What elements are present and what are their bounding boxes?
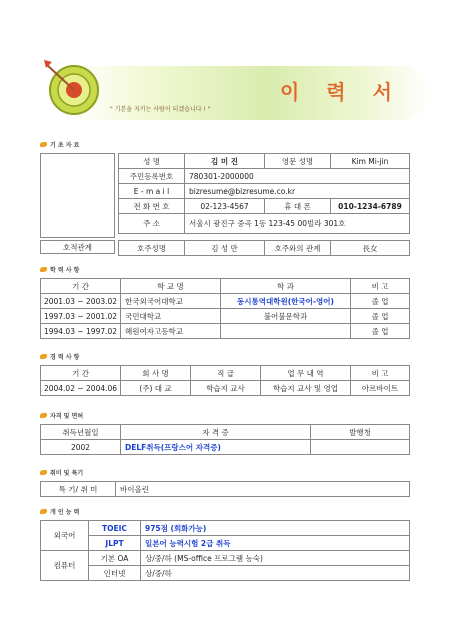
table-header: 회 사 명 — [121, 366, 191, 381]
table-row — [41, 309, 410, 324]
section-education — [40, 265, 79, 274]
section-career — [40, 352, 79, 361]
career-position: 학습지 교사 — [191, 381, 261, 396]
table-header: 학 교 명 — [121, 279, 221, 294]
edu-school: 한국외국어대학교 — [121, 294, 221, 309]
slogan: " 기본을 지키는 사람이 되겠습니다 ! " — [110, 106, 211, 113]
table-row — [41, 521, 410, 536]
address-value: 서울시 광진구 중곡 1동 123-45 00빌라 301호 — [185, 214, 410, 234]
section-title: 개 인 능 력 — [50, 509, 80, 516]
section-license — [40, 411, 83, 420]
phone-label: 전 화 번 호 — [119, 199, 185, 214]
edu-note: 졸 업 — [351, 324, 410, 339]
table-header: 자 격 증 — [121, 425, 311, 440]
skill-level: 상/중/하 — [141, 566, 410, 581]
edu-school: 국민대학교 — [121, 309, 221, 324]
id-label: 주민등록번호 — [119, 169, 185, 184]
table-header: 기 간 — [41, 279, 121, 294]
table-header: 업 무 내 역 — [261, 366, 351, 381]
skill-type: 기본 OA — [89, 551, 141, 566]
bullet-icon — [40, 509, 47, 514]
edu-major: 불어불문학과 — [221, 309, 351, 324]
hojuk-label: 호적관계 — [40, 240, 115, 254]
skills-table — [40, 520, 410, 581]
skill-type: TOEIC — [89, 521, 141, 536]
table-row — [41, 294, 410, 309]
table-header: 비 고 — [351, 279, 410, 294]
eng-name-label: 영문 성명 — [265, 154, 331, 169]
mobile-label: 휴 대 폰 — [265, 199, 331, 214]
table-header: 발행청 — [311, 425, 410, 440]
edu-major — [221, 324, 351, 339]
head-name-value: 김 성 만 — [185, 241, 265, 256]
edu-note: 졸 업 — [351, 294, 410, 309]
edu-period: 1997.03 ~ 2001.02 — [41, 309, 121, 324]
table-row — [41, 551, 410, 566]
section-title: 경 력 사 항 — [50, 354, 80, 361]
email-value: bizresume@bizresume.co.kr — [185, 184, 410, 199]
section-skills — [40, 507, 79, 516]
career-company: (주) 대 교 — [121, 381, 191, 396]
hobby-label: 특 기/ 취 미 — [41, 482, 116, 497]
section-title: 자격 및 면허 — [50, 413, 84, 420]
section-title: 학 력 사 항 — [50, 267, 80, 274]
resume-title: 이 력 서 — [280, 80, 402, 104]
relation-label: 호주와의 관계 — [265, 241, 331, 256]
section-title: 기 초 자 료 — [50, 142, 80, 149]
edu-period: 2001.03 ~ 2003.02 — [41, 294, 121, 309]
table-header: 기 간 — [41, 366, 121, 381]
target-icon — [40, 56, 104, 120]
edu-note: 졸 업 — [351, 309, 410, 324]
hobby-table — [40, 481, 410, 497]
career-period: 2004.02 ~ 2004.06 — [41, 381, 121, 396]
career-note: 아르바이트 — [351, 381, 410, 396]
edu-period: 1994.03 ~ 1997.02 — [41, 324, 121, 339]
skill-level: 상/중/하 (MS-office 프로그램 능숙) — [141, 551, 410, 566]
education-table — [40, 278, 410, 339]
skill-level: 975점 (회화가능) — [141, 521, 410, 536]
edu-major: 동시통역대학원(한국어-영어) — [221, 294, 351, 309]
bullet-icon — [40, 470, 47, 475]
head-name-label: 호주성명 — [119, 241, 185, 256]
address-label: 주 소 — [119, 214, 185, 234]
email-label: E - m a i l — [119, 184, 185, 199]
table-header: 직 급 — [191, 366, 261, 381]
id-value: 780301-2000000 — [185, 169, 410, 184]
basic-info-table — [118, 153, 410, 234]
career-table — [40, 365, 410, 396]
bullet-icon — [40, 267, 47, 272]
bullet-icon — [40, 142, 47, 147]
table-row — [41, 566, 410, 581]
eng-name-value: Kim Mi-jin — [331, 154, 410, 169]
edu-school: 혜원여자고등학교 — [121, 324, 221, 339]
section-basic — [40, 140, 79, 149]
section-hobby — [40, 468, 83, 477]
license-name: DELF취득(프랑스어 자격증) — [121, 440, 311, 455]
table-row — [41, 482, 410, 497]
table-row — [41, 440, 410, 455]
bullet-icon — [40, 413, 47, 418]
table-header: 취득년월일 — [41, 425, 121, 440]
hobby-value: 바이올린 — [116, 482, 410, 497]
phone-value: 02-123-4567 — [185, 199, 265, 214]
name-value: 김 미 진 — [185, 154, 265, 169]
relation-value: 長女 — [331, 241, 410, 256]
table-row — [41, 381, 410, 396]
table-header: 학 과 — [221, 279, 351, 294]
bullet-icon — [40, 354, 47, 359]
resume-header — [40, 56, 430, 128]
family-table — [118, 240, 410, 256]
license-issuer — [311, 440, 410, 455]
foreign-label: 외국어 — [41, 521, 89, 551]
skill-level: 일본어 능력시험 2급 취득 — [141, 536, 410, 551]
photo-box — [40, 153, 115, 238]
skill-type: 인터넷 — [89, 566, 141, 581]
table-row — [41, 536, 410, 551]
career-duties: 학습지 교사 및 영업 — [261, 381, 351, 396]
table-row — [41, 324, 410, 339]
section-title: 취미 및 특기 — [50, 470, 84, 477]
skill-type: JLPT — [89, 536, 141, 551]
license-table — [40, 424, 410, 455]
computer-label: 컴퓨터 — [41, 551, 89, 581]
name-label: 성 명 — [119, 154, 185, 169]
mobile-value: 010-1234-6789 — [331, 199, 410, 214]
table-header: 비 고 — [351, 366, 410, 381]
license-date: 2002 — [41, 440, 121, 455]
